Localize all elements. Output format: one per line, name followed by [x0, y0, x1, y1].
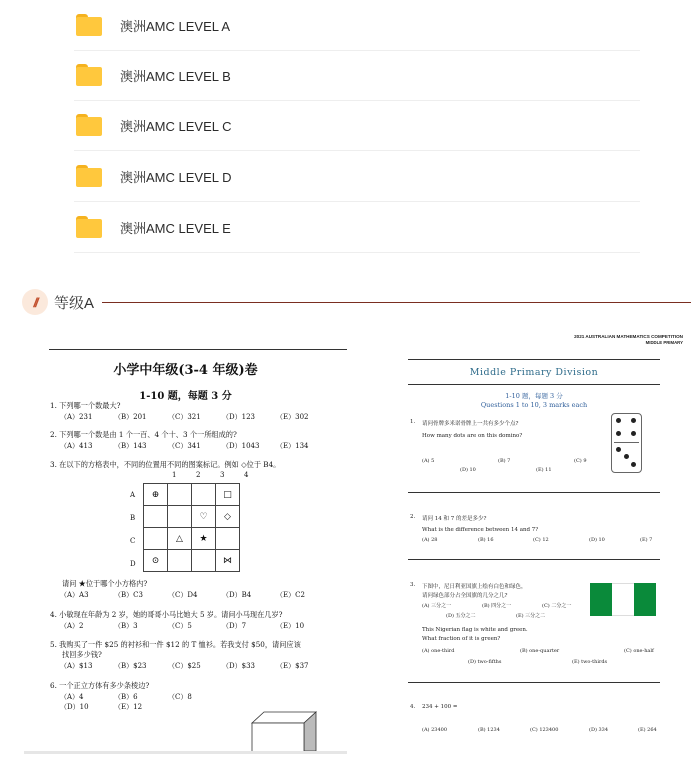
left-paper-preview[interactable] [24, 349, 347, 754]
option: （D）$33 [222, 662, 255, 670]
question-2-cn: 请问 14 和 7 的差是多少? [422, 516, 487, 522]
option: （C）321 [168, 413, 201, 421]
option: （C）8 [168, 693, 192, 701]
question-3-text: 3. 在以下的方格表中，不同的位置用不同的图案标记。例如 ◇位于 B4。 [50, 460, 281, 469]
grid-col-label: 3 [220, 471, 225, 479]
folder-icon [76, 64, 102, 86]
folder-label: 澳洲AMC LEVEL A [120, 18, 231, 34]
question-4-options [60, 621, 304, 631]
option: (B) 7 [498, 458, 511, 464]
question-2-options [60, 441, 308, 451]
grid-cell: □ [216, 484, 240, 506]
question-1-cn: 请问骨牌多米诺骨牌上一共有多少个点? [422, 421, 519, 427]
question-3-en-line1: This Nigerian flag is white and green. [422, 627, 528, 633]
section-header [22, 288, 691, 316]
grid-cell [216, 528, 240, 550]
section-subtitle-cn: 1-10 题，每题 3 分 [505, 392, 563, 400]
folder-icon [76, 165, 102, 187]
question-5-text-line2: 找回多少钱? [62, 650, 102, 659]
option: (E) 11 [536, 467, 552, 473]
flag-stripe-green [590, 583, 612, 616]
question-5-options [60, 661, 308, 671]
question-3-prompt: 请问 ★位于哪个小方格内? [62, 579, 148, 588]
option: (A) 5 [422, 458, 435, 464]
option: （A）2 [60, 622, 84, 630]
question-6-options-row2 [60, 702, 142, 712]
option: (A) 23400 [422, 727, 448, 733]
option: (D) two-fifths [468, 659, 502, 665]
grid-cell: ♡ [192, 506, 216, 528]
symbol-grid [143, 483, 240, 572]
option: (A) one-third [422, 648, 455, 654]
flag-stripe-green [634, 583, 656, 616]
folder-item-level-b[interactable] [74, 50, 640, 101]
option: （E）10 [276, 622, 305, 630]
option: (E) 三分之二 [516, 613, 546, 619]
option: （A）413 [60, 442, 93, 450]
grid-cell [192, 484, 216, 506]
option: (A) 三分之一 [422, 603, 452, 609]
option: （E）C2 [276, 591, 305, 599]
grid-cell [168, 550, 192, 572]
option: (B) 1234 [478, 727, 500, 733]
option: (B) 四分之一 [482, 603, 512, 609]
grid-cell [168, 506, 192, 528]
competition-header: 2021 AUSTRALIAN MATHEMATICS COMPETITION [574, 334, 683, 339]
option: （B）$23 [114, 662, 147, 670]
option: （E）302 [276, 413, 309, 421]
option: (D) 10 [460, 467, 476, 473]
option: (E) 264 [638, 727, 657, 733]
option: （E）12 [114, 703, 143, 711]
flag-stripe-white [612, 583, 634, 616]
grid-row-label: B [130, 514, 136, 522]
folder-label: 澳洲AMC LEVEL D [120, 169, 232, 185]
question-6-text: 6. 一个正立方体有多少条棱边? [50, 681, 150, 690]
grid-col-label: 1 [172, 471, 177, 479]
right-paper-preview[interactable] [408, 330, 691, 771]
question-6-options-row1 [60, 692, 192, 702]
folder-label: 澳洲AMC LEVEL E [120, 220, 231, 236]
question-4-text: 4. 小敏现在年龄为 2 岁，她的哥哥小马比她大 5 岁。请问小马现在几岁? [50, 610, 283, 619]
paper-title: 小学中年级(3-4 年级)卷 [113, 363, 258, 378]
folder-icon [76, 114, 102, 136]
question-number: 2. [410, 514, 416, 520]
paper-subtitle: 1-10 题，每题 3 分 [139, 391, 232, 402]
folder-label: 澳洲AMC LEVEL C [120, 118, 232, 134]
section-divider [102, 302, 691, 303]
grid-row-label: D [130, 560, 136, 568]
option: （B）143 [114, 442, 147, 450]
question-number: 1. [410, 419, 416, 425]
question-1-text: 1. 下列哪一个数最大? [50, 401, 121, 410]
slash-icon: // [22, 289, 48, 315]
option: （E）$37 [276, 662, 309, 670]
option: （C）D4 [168, 591, 198, 599]
option: (E) 7 [640, 537, 653, 543]
option: （C）$25 [168, 662, 201, 670]
option: （B）C3 [114, 591, 143, 599]
option: （C）5 [168, 622, 192, 630]
grid-cell: ⊙ [144, 550, 168, 572]
rule [408, 682, 660, 683]
option: (A) 28 [422, 537, 438, 543]
option: （B）3 [114, 622, 138, 630]
option: （D）1043 [222, 442, 260, 450]
division-title: Middle Primary Division [469, 367, 599, 378]
option: （C）341 [168, 442, 201, 450]
option: (C) one-half [624, 648, 654, 654]
option: (C) 123400 [530, 727, 559, 733]
rule [408, 492, 660, 493]
option: （B）201 [114, 413, 147, 421]
grid-row-label: A [130, 491, 136, 499]
option: （B）6 [114, 693, 138, 701]
option: (C) 12 [533, 537, 549, 543]
question-number: 4. [410, 704, 416, 710]
option: (D) 334 [589, 727, 609, 733]
option: （D）10 [60, 703, 89, 711]
option: (C) 二分之一 [542, 603, 572, 609]
option: （A）$13 [60, 662, 93, 670]
section-title: 等级A [54, 294, 95, 312]
option: (B) 16 [478, 537, 494, 543]
question-number: 3. [410, 582, 416, 588]
folder-icon [76, 14, 102, 36]
question-1-options [60, 412, 308, 422]
option: (B) one-quarter [520, 648, 560, 654]
option: （A）A3 [60, 591, 89, 599]
folder-label: 澳洲AMC LEVEL B [120, 68, 231, 84]
folder-item-level-e[interactable] [74, 202, 640, 253]
option: （D）B4 [222, 591, 252, 599]
grid-col-label: 2 [196, 471, 201, 479]
division-header: MIDDLE PRIMARY [645, 340, 683, 345]
option: (C) 9 [574, 458, 587, 464]
question-5-text: 5. 我购买了一件 $25 的衬衫和一件 $12 的 T 恤衫。若我支付 $50，请问应该 [50, 640, 301, 649]
cube-figure [251, 711, 317, 751]
grid-cell: ★ [192, 528, 216, 550]
grid-cell [144, 528, 168, 550]
nigerian-flag-figure [590, 583, 656, 616]
folder-item-level-d[interactable] [74, 151, 640, 202]
grid-cell: ⋈ [216, 550, 240, 572]
option: (D) 10 [589, 537, 605, 543]
grid-cell: ◇ [216, 506, 240, 528]
grid-cell [144, 506, 168, 528]
question-1-en: How many dots are on this domino? [422, 433, 523, 439]
grid-cell [168, 484, 192, 506]
rule [408, 384, 660, 385]
rule [408, 559, 660, 560]
option: (D) 五分之二 [446, 613, 476, 619]
question-2-text: 2. 下列哪一个数是由 1 个一百、4 个十、3 个一所组成的? [50, 430, 237, 439]
grid-cell: △ [168, 528, 192, 550]
question-3-cn-line2: 请问绿色部分占全国旗的几分之几? [422, 593, 508, 599]
folder-item-level-a[interactable] [74, 0, 640, 51]
option: （D）123 [222, 413, 255, 421]
option: （A）4 [60, 693, 84, 701]
question-3-en-line2: What fraction of it is green? [422, 636, 501, 642]
option: （D）7 [222, 622, 247, 630]
grid-cell [192, 550, 216, 572]
question-3-cn-line1: 下图中，尼日利亚国旗上绘有白色和绿色， [422, 584, 527, 590]
grid-col-label: 4 [244, 471, 249, 479]
folder-icon [76, 216, 102, 238]
option: （A）231 [60, 413, 93, 421]
option: (E) two-thirds [572, 659, 608, 665]
question-2-en: What is the difference between 14 and 7? [422, 527, 539, 533]
option: （E）134 [276, 442, 309, 450]
paper-top-rule [49, 349, 347, 350]
grid-row-label: C [130, 537, 136, 545]
domino-figure [611, 413, 642, 473]
rule [408, 359, 660, 360]
section-subtitle-en: Questions 1 to 10, 3 marks each [480, 401, 588, 409]
question-4-text: 234 + 100 = [422, 704, 458, 710]
folder-item-level-c[interactable] [74, 100, 640, 151]
grid-cell: ⊕ [144, 484, 168, 506]
question-3-options [60, 590, 305, 600]
